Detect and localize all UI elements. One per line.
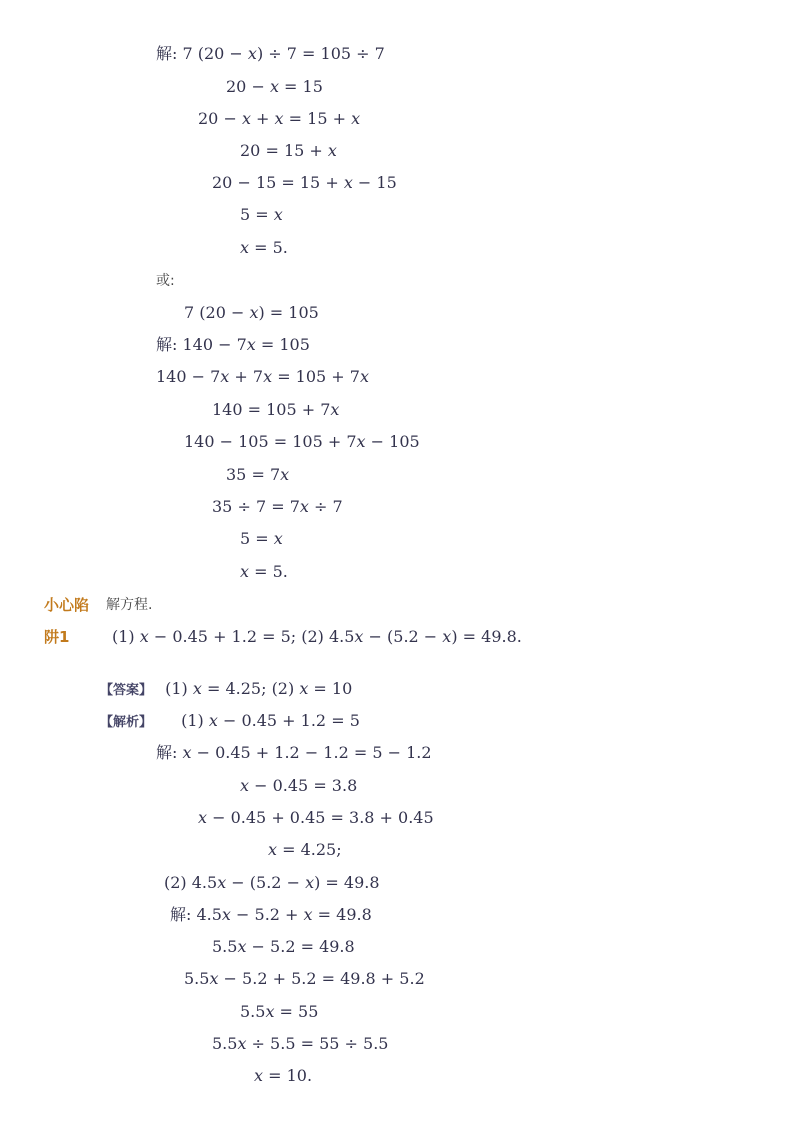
equation-line: 140 − 105 = 105 + 7𝑥 − 105 <box>184 432 420 451</box>
equation-line: 𝑥 = 10. <box>254 1066 313 1085</box>
equation-line: 5.5𝑥 = 55 <box>240 1002 319 1021</box>
equation-line: 解: 4.5𝑥 − 5.2 + 𝑥 = 49.8 <box>170 905 372 924</box>
equation-line: 𝑥 = 4.25; <box>268 840 342 859</box>
equation-line: 解: 140 − 7𝑥 = 105 <box>156 335 310 354</box>
trap-label: 小心陷 <box>44 596 90 614</box>
analysis-tag: 【解析】 <box>100 715 153 730</box>
equation-line: 𝑥 − 0.45 + 0.45 = 3.8 + 0.45 <box>198 808 434 827</box>
equation-line: 𝑥 = 5. <box>240 238 288 257</box>
trap-problem: (1) 𝑥 − 0.45 + 1.2 = 5; (2) 4.5𝑥 − (5.2 − 𝑥) = 49.8. <box>112 627 522 646</box>
equation-line: 𝑥 − 0.45 = 3.8 <box>240 776 358 795</box>
answer-tag: 【答案】 <box>100 683 153 698</box>
equation-line: 5.5𝑥 − 5.2 = 49.8 <box>212 937 355 956</box>
equation-line: 140 = 105 + 7𝑥 <box>212 400 340 419</box>
analysis-part1-header: (1) 𝑥 − 0.45 + 1.2 = 5 <box>181 711 360 730</box>
equation-line: 140 − 7𝑥 + 7𝑥 = 105 + 7𝑥 <box>156 367 369 386</box>
equation-line: 35 = 7𝑥 <box>226 465 290 484</box>
equation-line: 20 − 𝑥 = 15 <box>226 77 323 96</box>
equation-line: 5 = 𝑥 <box>240 205 283 224</box>
equation-line: 𝑥 = 5. <box>240 562 288 581</box>
equation-line: 20 − 𝑥 + 𝑥 = 15 + 𝑥 <box>198 109 361 128</box>
alternate-label: 或: <box>156 273 175 289</box>
answer-text: (1) 𝑥 = 4.25; (2) 𝑥 = 10 <box>165 679 353 698</box>
trap-instruction: 解方程. <box>106 597 153 613</box>
equation-line: 20 = 15 + 𝑥 <box>240 141 337 160</box>
equation-line: 5.5𝑥 − 5.2 + 5.2 = 49.8 + 5.2 <box>184 969 425 988</box>
equation-line: 解: 7 (20 − 𝑥) ÷ 7 = 105 ÷ 7 <box>156 44 385 63</box>
trap-label-cont: 阱1 <box>44 628 70 646</box>
equation-line: 5.5𝑥 ÷ 5.5 = 55 ÷ 5.5 <box>212 1034 389 1053</box>
answer-line <box>100 679 352 701</box>
equation-line: 解: 𝑥 − 0.45 + 1.2 − 1.2 = 5 − 1.2 <box>156 743 432 762</box>
equation-line: 20 − 15 = 15 + 𝑥 − 15 <box>212 173 397 192</box>
analysis-line <box>100 711 360 733</box>
equation-line: 7 (20 − 𝑥) = 105 <box>184 303 319 322</box>
equation-line: 5 = 𝑥 <box>240 529 283 548</box>
equation-line: 35 ÷ 7 = 7𝑥 ÷ 7 <box>212 497 343 516</box>
analysis-part2-header: (2) 4.5𝑥 − (5.2 − 𝑥) = 49.8 <box>164 873 380 892</box>
